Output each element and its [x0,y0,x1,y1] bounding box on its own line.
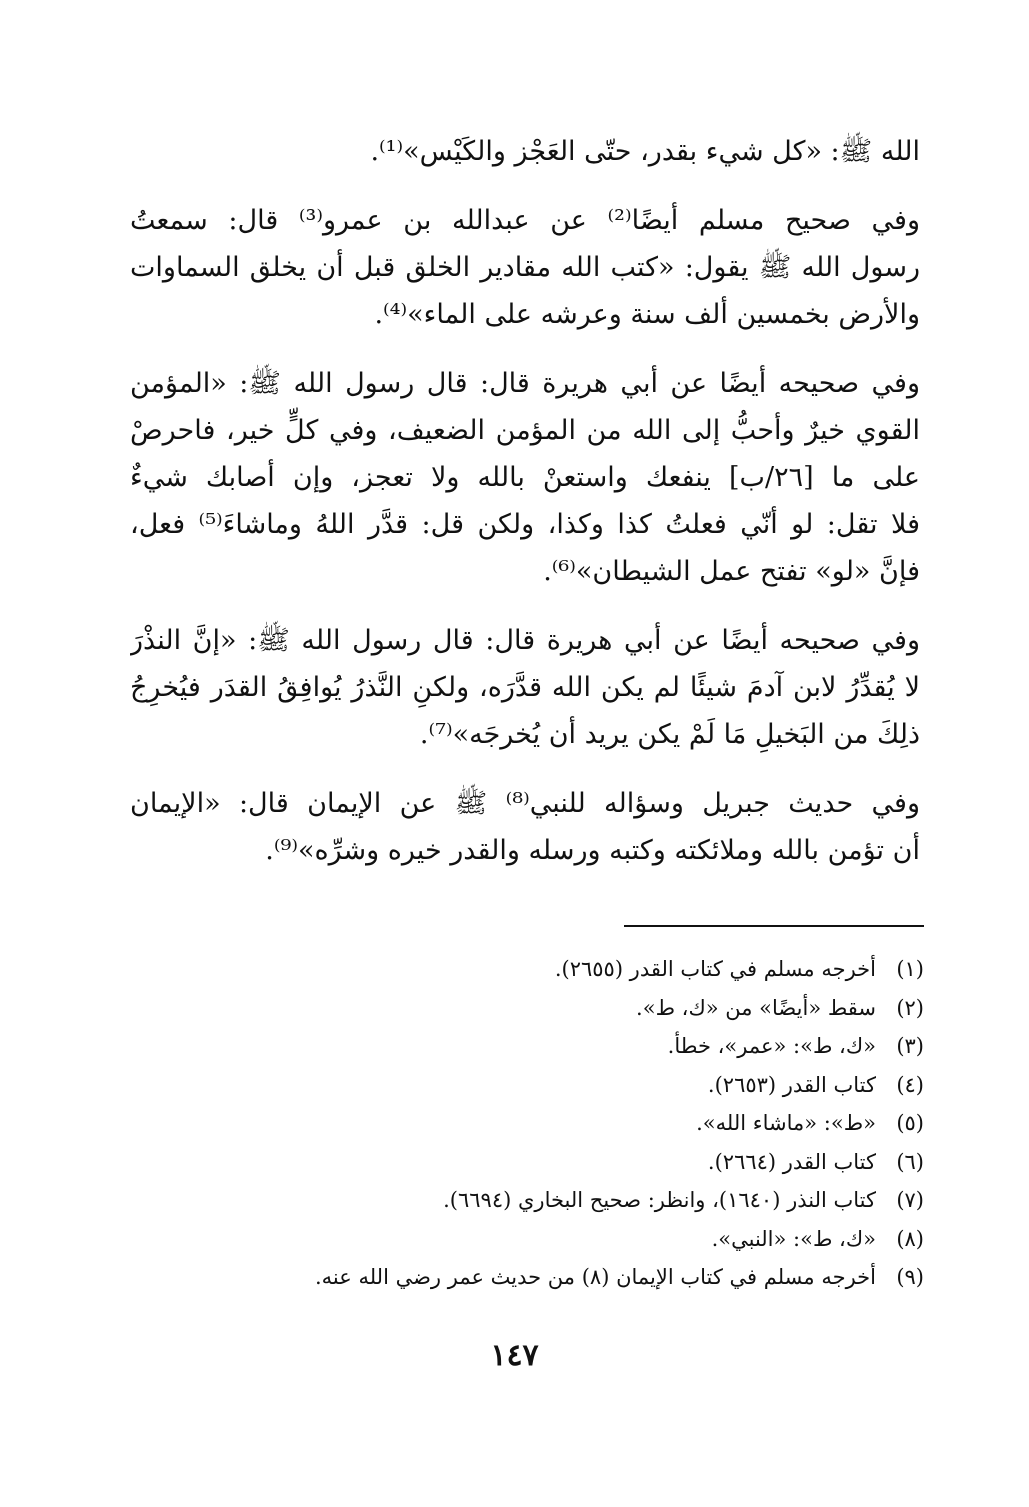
footnote [224,1027,924,1066]
text-line: القوي خيرٌ وأحبُّ إلى الله من المؤمن الضعيف، وفي كلٍّ خير، فاحرصْ [130,415,920,446]
text-line: وفي صحيح مسلم أيضًا⁽²⁾ عن عبدالله بن عمرو⁽³⁾ قال: سمعتُ [130,205,920,236]
text-line: وفي صحيحه أيضًا عن أبي هريرة قال: قال رسول الله ﷺ: «المؤمن [130,368,920,399]
footnote [224,1258,924,1297]
main-text [130,128,920,896]
footnote-text: كتاب القدر (٢٦٦٤). [707,1149,876,1174]
footnote [224,950,924,989]
text-line: والأرض بخمسين ألف سنة وعرشه على الماء»⁽⁴⁾. [374,299,920,330]
footnote [224,1220,924,1259]
footnote-number: (٦) [896,1149,924,1174]
footnote-number: (٥) [896,1111,924,1135]
footnote-text: «ك، ط»: «النبي». [711,1226,876,1251]
text-line: فإنَّ «لو» تفتح عمل الشيطان»⁽⁶⁾. [543,556,920,587]
footnote-text: سقط «أيضًا» من «ك، ط». [636,995,876,1020]
footnote-number: (٤) [896,1072,924,1097]
text-line: لا يُقدِّرُ لابن آدمَ شيئًا لم يكن الله قدَّرَه، ولكنِ النَّذرُ يُوافِقُ القدَر فيُخرِجُ [130,672,920,703]
footnote-text: أخرجه مسلم في كتاب الإيمان (٨) من حديث عمر رضي الله عنه. [314,1265,876,1289]
text-line: الله ﷺ: «كل شيء بقدر، حتّى العَجْز والكَيْس»⁽¹⁾. [370,136,920,167]
text-line: على ما [٢٦/ب] ينفعك واستعنْ بالله ولا تعجز، وإن أصابك شيءٌ [130,462,920,493]
footnote-number: (٢) [896,995,924,1020]
paragraph-4 [130,617,920,758]
text-line: رسول الله ﷺ يقول: «كتب الله مقادير الخلق قبل أن يخلق السماوات [130,252,920,283]
footnote [224,1104,924,1143]
paragraph-5 [130,780,920,874]
footnote-number: (٣) [896,1034,924,1058]
paragraph-3 [130,360,920,595]
text-line: أن تؤمن بالله وملائكته وكتبه ورسله والقدر خيره وشرِّه»⁽⁹⁾. [265,835,920,866]
paragraph-2 [130,197,920,338]
text-line: وفي حديث جبريل وسؤاله للنبي⁽⁸⁾ ﷺ عن الإيمان قال: «الإيمان [130,788,920,819]
footnote-number: (٧) [896,1188,924,1212]
footnote [224,989,924,1028]
footnote [224,1143,924,1182]
paragraph-1 [130,128,920,175]
footnote-text: «ك، ط»: «عمر»، خطأ. [667,1034,876,1058]
text-line: فلا تقل: لو أنّي فعلتُ كذا وكذا، ولكن قل: قدَّر اللهُ وماشاءَ⁽⁵⁾ فعل، [130,509,920,540]
footnote-number: (٨) [896,1226,924,1251]
footnote [224,1066,924,1105]
text-line: وفي صحيحه أيضًا عن أبي هريرة قال: قال رسول الله ﷺ: «إنَّ النذْرَ [130,625,920,656]
footnote-text: كتاب القدر (٢٦٥٣). [707,1072,876,1097]
footnote-divider [624,925,924,927]
footnote-number: (١) [896,957,924,981]
footnote-text: أخرجه مسلم في كتاب القدر (٢٦٥٥). [554,957,876,981]
footnote-text: كتاب النذر (١٦٤٠)، وانظر: صحيح البخاري (٦٦٩٤). [443,1188,876,1212]
footnote [224,1181,924,1220]
footnote-number: (٩) [896,1265,924,1289]
footnote-text: «ط»: «ماشاء الله». [696,1111,876,1135]
footnotes-list [224,950,924,1297]
page-number: ١٤٧ [490,1338,539,1373]
text-line: ذلِكَ من البَخيلِ مَا لَمْ يكن يريد أن يُخرجَه»⁽⁷⁾. [419,719,920,750]
